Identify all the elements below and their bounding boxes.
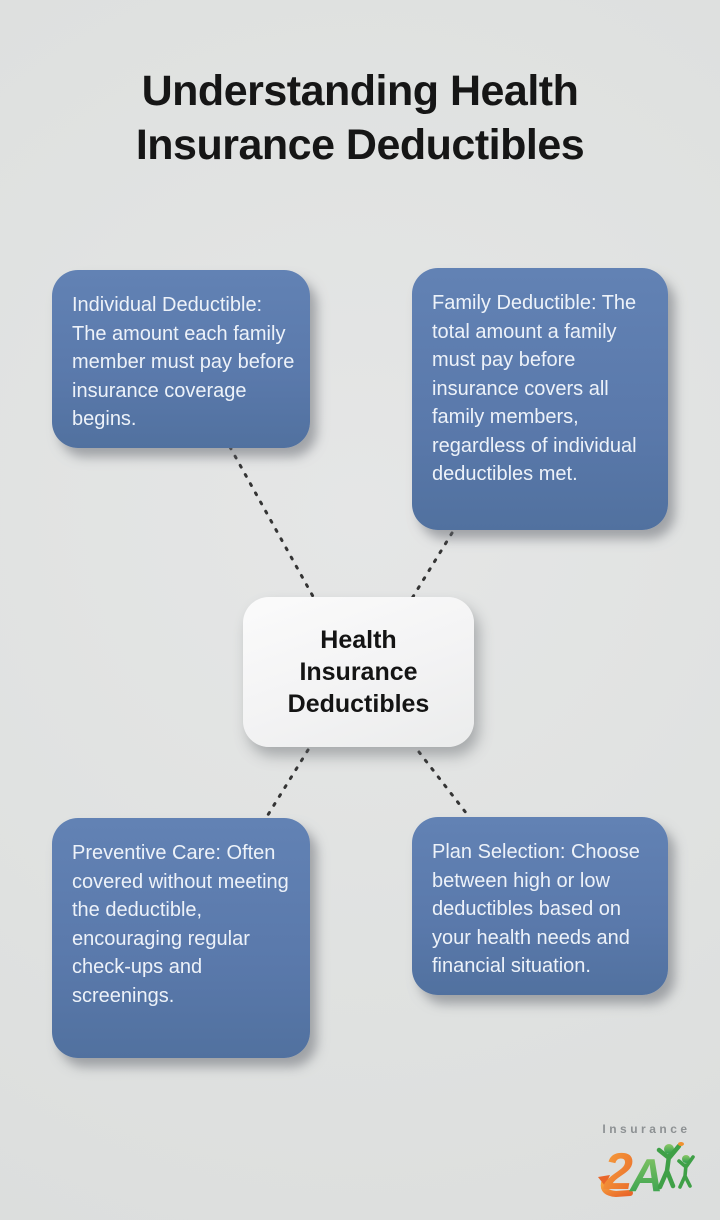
connector-bottom-right — [419, 752, 470, 818]
node-plan-selection-text: Plan Selection: Choose between high or low deductibles based on your health needs and financial situation. — [432, 841, 640, 977]
logo-letter: A — [630, 1149, 664, 1199]
node-family-deductible — [412, 268, 668, 530]
leaf-accent — [678, 1142, 684, 1146]
connector-top-right — [411, 533, 452, 600]
node-plan-selection — [412, 817, 668, 995]
brand-logo — [594, 1122, 696, 1199]
node-individual-deductible — [52, 270, 310, 448]
node-family-deductible-text: Family Deductible: The total amount a family must pay before insurance covers all family members, regardless of individual deductibles met. — [432, 292, 637, 485]
node-individual-deductible-text: Individual Deductible: The amount each family member must pay before insurance coverage begins. — [72, 294, 295, 430]
connector-top-left — [230, 447, 315, 600]
page-title: Understanding Health Insurance Deductibles — [135, 67, 585, 169]
center-node — [243, 597, 474, 747]
connector-bottom-left — [266, 750, 308, 818]
logo-digit: 2 — [604, 1143, 633, 1199]
brand-name: Insurance — [602, 1122, 691, 1136]
node-preventive-care — [52, 818, 310, 1058]
brand-mark-icon — [594, 1137, 696, 1199]
node-preventive-care-text: Preventive Care: Often covered without meeting the deductible, encouraging regular check-ups and screenings. — [72, 842, 289, 1007]
center-node-label: Health Insurance Deductibles — [287, 626, 430, 718]
